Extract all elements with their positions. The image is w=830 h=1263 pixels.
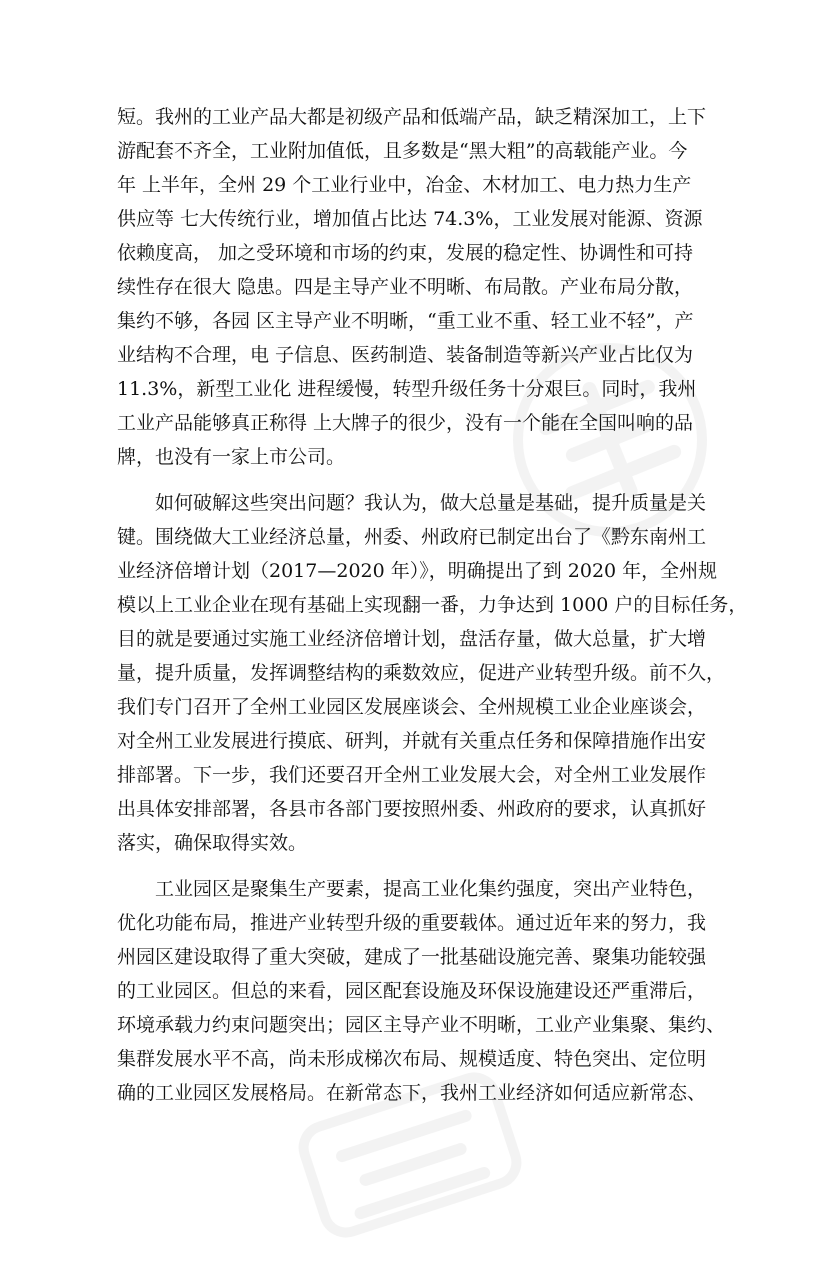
text-line: 游配套不齐全，工业附加值低，且多数是“黑大粗”的高载能产业。今: [117, 140, 688, 162]
paragraph-spacer: [117, 860, 757, 872]
text-line: 量，提升质量，发挥调整结构的乘数效应，促进产业转型升级。前不久，: [117, 662, 726, 684]
text-line: 续性存在很大 隐患。四是主导产业不明晰、布局散。产业布局分散，: [117, 276, 694, 298]
text-line: 集约不够，各园 区主导产业不明晰，“重工业不重、轻工业不轻”，产: [117, 310, 694, 332]
text-line: 业结构不合理，电 子信息、医药制造、装备制造等新兴产业占比仅为: [117, 344, 694, 366]
text-line: 排部署。下一步，我们还要召开全州工业发展大会，对全州工业发展作: [117, 764, 707, 786]
text-line: 年 上半年，全州 29 个工业行业中，冶金、木材加工、电力热力生产: [117, 174, 692, 196]
text-line: 对全州工业发展进行摸底、研判，并就有关重点任务和保障措施作出安: [117, 730, 707, 752]
text-line: 短。我州的工业产品大都是初级产品和低端产品，缺乏精深加工，上下: [117, 106, 707, 128]
text-line: 目的就是要通过实施工业经济倍增计划，盘活存量，做大总量，扩大增: [117, 628, 707, 650]
paragraph-1: [117, 100, 757, 474]
text-line: 模以上工业企业在现有基础上实现翻一番，力争达到 1000 户的目标任务，: [117, 594, 748, 616]
text-line: 出具体安排部署，各县市各部门要按照州委、州政府的要求，认真抓好: [117, 798, 707, 820]
document-body: [117, 100, 757, 1110]
text-line: 工业园区是聚集生产要素，提高工业化集约强度，突出产业特色，: [117, 878, 707, 900]
text-line: 业经济倍增计划（2017—2020 年）》，明确提出了到 2020 年，全州规: [117, 560, 718, 582]
text-line: 优化功能布局，推进产业转型升级的重要载体。通过近年来的努力，我: [117, 912, 707, 934]
text-line: 我们专门召开了全州工业园区发展座谈会、全州规模工业企业座谈会，: [117, 696, 707, 718]
text-line: 11.3%，新型工业化 进程缓慢，转型升级任务十分艰巨。同时，我州: [117, 378, 697, 400]
paragraph-2: [117, 486, 757, 860]
text-line: 州园区建设取得了重大突破，建成了一批基础设施完善、聚集功能较强: [117, 946, 707, 968]
text-line: 键。围绕做大工业经济总量，州委、州政府已制定出台了《黔东南州工: [117, 526, 707, 548]
text-line: 落实，确保取得实效。: [117, 832, 308, 854]
text-line: 牌，也没有一家上市公司。: [117, 446, 346, 468]
text-line: 的工业园区。但总的来看，园区配套设施及环保设施建设还严重滞后，: [117, 980, 707, 1002]
text-line: 工业产品能够真正称得 上大牌子的很少，没有一个能在全国叫响的品: [117, 412, 694, 434]
text-line: 如何破解这些突出问题？我认为，做大总量是基础，提升质量是关: [117, 492, 707, 514]
text-line: 依赖度高， 加之受环境和市场的约束，发展的稳定性、协调性和可持: [117, 242, 694, 264]
text-line: 集群发展水平不高，尚未形成梯次布局、规模适度、特色突出、定位明: [117, 1048, 707, 1070]
text-line: 确的工业园区发展格局。在新常态下，我州工业经济如何适应新常态、: [117, 1082, 707, 1104]
text-line: 环境承载力约束问题突出；园区主导产业不明晰，工业产业集聚、集约、: [117, 1014, 726, 1036]
paragraph-3: [117, 872, 757, 1110]
text-line: 供应等 七大传统行业，增加值占比达 74.3%，工业发展对能源、资源: [117, 208, 703, 230]
paragraph-spacer: [117, 474, 757, 486]
